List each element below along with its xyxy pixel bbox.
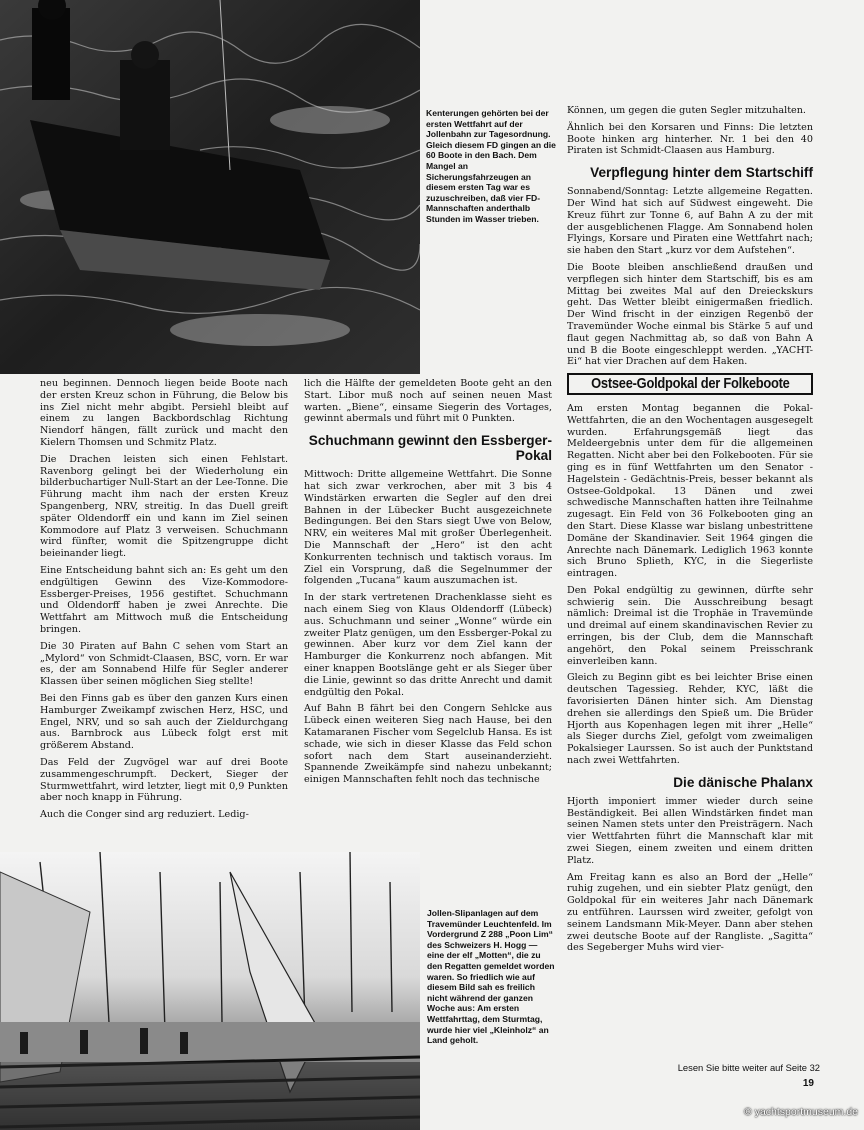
paragraph: Bei den Finns gab es über den ganzen Kurs einen Hamburger Zweikampf zwischen Herz, HSC, und Engel, NRV, und so sah auch der Zieldurchgang aus. Barnbrock aus Lübeck folgt erst mit größerem Abstand. xyxy=(40,692,288,752)
paragraph: Die Drachen leisten sich einen Fehlstart. Ravenborg gelingt bei der Wiederholung ein bilderbuchartiger Null-Start an der Lee-Tonne. Die Führung macht ihm nach der ersten Kreuz Spangenberg, NRV, streitig. In das Duell greift später Oldendorff ein und kann im Ziel seinen Kommodore auf Platz 3 verweisen. Schuchmann wird fünfter, womit die Spitzengruppe dicht beieinander liegt. xyxy=(40,453,288,560)
page-number: 19 xyxy=(802,1078,814,1089)
photo-top-caption: Kenterungen gehörten bei der ersten Wettfahrt auf der Jollenbahn zur Tagesordnung. Gleich diesem FD gingen an die 60 Boote in den Bach. Dem Mangel an Sicherungsfahrzeugen an diesem ersten Tag war es zuzuschreiben, daß vier FD-Mannschaften anderthalb Stunden im Wasser trieben. xyxy=(426,108,556,224)
paragraph: Am Freitag kann es also an Bord der „Helle“ ruhig zugehen, und ein siebter Platz genügt, den Goldpokal für ein weiteres Jahr nach Dänemark zu entführen. Laurssen wird zweiter, gefolgt von seinem Landsmann Mik-Meyer. Dann aber stehen zwei deutsche Boote auf der Rangliste. „Sagitta“ des Segeberger Muhs wird vier- xyxy=(567,871,813,954)
paragraph: Mittwoch: Dritte allgemeine Wettfahrt. Die Sonne hat sich zwar verkrochen, aber mit 3 bis 4 Windstärken erwarten die Segler auf den drei Bahnen in der Lübecker Bucht ausgezeichnete Bedingungen. Bei den Stars siegt Uwe von Below, NRV, ein weiteres Mal mit großer Überlegenheit. Die Mannschaft der „Hero“ ist den acht Konkurrenten technisch und taktisch voraus. Im Ziel ein Vorsprung, daß die Segelnummer der folgenden „Tucana“ kaum auszumachen ist. xyxy=(304,469,552,587)
heading-daenische-phalanx: Die dänische Phalanx xyxy=(673,774,813,790)
paragraph: Sonnabend/Sonntag: Letzte allgemeine Regatten. Der Wind hat sich auf Südwest eingeweht. Die Kreuz führt zur Tonne 6, auf Bahn A zu der mit der ausgeblichenen Flagge. Am Sonnabend holen Flyings, Korsare und Piraten eine Wettfahrt nach; sie haben den Start „kurz vor dem Aufstehen“. xyxy=(567,186,813,257)
paragraph: Auch die Conger sind arg reduziert. Ledig- xyxy=(40,809,249,821)
heading-schuchmann: Schuchmann gewinnt den Essberger-Pokal xyxy=(308,433,552,464)
photo-bottom-caption: Jollen-Slipanlagen auf dem Travemünder Leuchtenfeld. Im Vordergrund Z 288 „Poon Lim“ des Schweizers H. Hogg — eine der elf „Motten“, die zu den Regatten gemeldet worden waren. So friedlich wie auf diesem Bild sah es freilich nicht während der ganzen Woche aus: Am ersten Wettfahrttag, dem Sturmtag, wurde hier viel „Kleinholz“ an Land geholt. xyxy=(427,908,555,1046)
paragraph: Ähnlich bei den Korsaren und Finns: Die letzten Boote hinken arg hinterher. Nr. 1 bei den 40 Piraten ist Schmidt-Claasen aus Hamburg. xyxy=(567,121,813,157)
photo-slipway-dinghies xyxy=(0,852,420,1130)
heading-ostsee-goldpokal xyxy=(567,373,813,395)
paragraph: Die Boote bleiben anschließend draußen und verpflegen sich hinter dem Startschiff, bis es am Mittag bei zweites Mal auf den Dreieckskurs geht. Das Wetter bleibt einigermaßen friedlich. Der Wind frischt in der einzigen Regenbö der Travemünder Woche einmal bis Stärke 5 auf und flaut gegen Nachmittag ab, so daß von Bahn A und B die Boote eingeschleppt werden. „YACHT-Ei“ hat vier Drachen auf dem Haken. xyxy=(567,261,813,368)
paragraph: Hjorth imponiert immer wieder durch seine Beständigkeit. Bei allen Windstärken findet man seinen Namen stets unter den Preisträgern. Nach vier Wettfahrten führt die Mannschaft klar mit zwei Siegen, einem zweiten und einem dritten Platz. xyxy=(567,795,813,866)
column-3-top xyxy=(567,105,813,959)
paragraph: Auf Bahn B fährt bei den Congern Sehlcke aus Lübeck einen weiteren Sieg nach Hause, bei den Katamaranen Fischer vom Segelclub Hansa. Es ist schade, wie sich in dieser Klasse das Feld schon sofort nach dem Start auseinanderzieht. Spannende Zweikämpfe sind nahezu unbekannt; einigen Mannschaften fehlt noch das technische xyxy=(304,703,552,786)
paragraph: lich die Hälfte der gemeldeten Boote geht an den Start. Libor muß noch auf seinen neuen Mast warten. „Biene“, einsame Siegerin des Vortages, gewinnt abermals und führt mit 0 Punkten. xyxy=(304,378,552,425)
paragraph: neu beginnen. Dennoch liegen beide Boote nach der ersten Kreuz schon in Führung, die Below bis ins Ziel nicht mehr abgibt. Persiehl bleibt auf einem zu langen Backbordschlag Richtung Niendorf hängen, fällt zurück und macht den Kielern Thomsen und Schmitz Platz. xyxy=(40,378,288,448)
continue-note: Lesen Sie bitte weiter auf Seite 32 xyxy=(677,1062,820,1073)
column-1 xyxy=(40,378,288,826)
photo-capsized-dinghy xyxy=(0,0,420,374)
heading-verpflegung: Verpflegung hinter dem Startschiff xyxy=(590,165,813,181)
column-2 xyxy=(304,378,552,791)
paragraph: Die 30 Piraten auf Bahn C sehen vom Start an „Mylord“ von Schmidt-Claasen, BSC, vorn. Er war es, der am Sonnabend Hilfe für Segler anderer Klassen über seinen möglichen Sieg stellte! xyxy=(40,640,288,688)
paragraph: Gleich zu Beginn gibt es bei leichter Brise einen deutschen Tagessieg. Rehder, KYC, läßt die favorisierten Dänen hinter sich. Am Dienstag drehen sie allerdings den Spieß um. Die Brüder Hjorth aus Kopenhagen legen mit ihrer „Helle“ als Sieger durchs Ziel, gefolgt vom zweimaligen Pokalsieger Laurssen. So ist auch der Punktstand nach zwei Wettfahrten. xyxy=(567,672,813,767)
paragraph: Das Feld der Zugvögel war auf drei Boote zusammengeschrumpft. Deckert, Sieger der Sturmwettfahrt, wird letzter, liegt mit 0,9 Punkten aber noch knapp in Führung. xyxy=(40,756,288,804)
paragraph: Den Pokal endgültig zu gewinnen, dürfte sehr schwierig sein. Die Ausschreibung besagt nämlich: Dreimal ist die Trophäe in Travemünde und dreimal auf einem skandinavischen Revier zu erringen, bis der Club, dem die Mannschaft angehört, den Pokal seinem Preisschrank einverleiben kann. xyxy=(567,584,813,667)
boxed-heading-text: Ostsee-Goldpokal der Folkeboote xyxy=(590,375,790,393)
paragraph: Am ersten Montag begannen die Pokal-Wettfahrten, die an den Wochentagen ausgesegelt wurden. Erfahrungsgemäß liegt das Meldeergebnis unter dem für die allgemeinen Regatten. Nicht aber bei den Folkebooten. Für sie ging es in fünf Wettfahrten um den Senator - Hagelstein - Gedächtnis-Preis, besser bekannt als Ostsee-Goldpokal. 13 Dänen und zwei schwedische Mannschaften hatten ihre Teilnahme zugesagt. Ein Feld von 36 Folkebooten ging an den Start. Diese Klasse war bislang unbestrittene Domäne der Skandinavier. Seit 1964 gingen die Anrechte nach Dänemark. Lediglich 1963 konnte sich Bruno Splieth, KYC, in die Siegerliste eintragen. xyxy=(567,402,813,580)
paragraph: Eine Entscheidung bahnt sich an: Es geht um den endgültigen Gewinn des Vize-Kommodore-Essberger-Preises, 1956 gestiftet. Schuchmann und Oldendorff haben je zwei Anrechte. Die Wettfahrt am Mittwoch muß die Entscheidung bringen. xyxy=(40,564,288,635)
watermark: © yachtsportmuseum.de xyxy=(744,1106,858,1118)
paragraph: In der stark vertretenen Drachenklasse sieht es nach einem Sieg von Klaus Oldendorff (Lübeck) aus. Schuchmann und seiner „Wonne“ würde ein zweiter Platz genügen, um den Essberger-Pokal zu gewinnen. Aber kurz vor dem Ziel kann der Hamburger die Konkurrenz noch abfangen. Mit einer knappen Bootslänge geht er als Sieger über die Linie, gewinnt so das dritte Anrecht und damit endgültig den Pokal. xyxy=(304,592,552,698)
paragraph: Können, um gegen die guten Segler mitzuhalten. xyxy=(567,105,806,116)
